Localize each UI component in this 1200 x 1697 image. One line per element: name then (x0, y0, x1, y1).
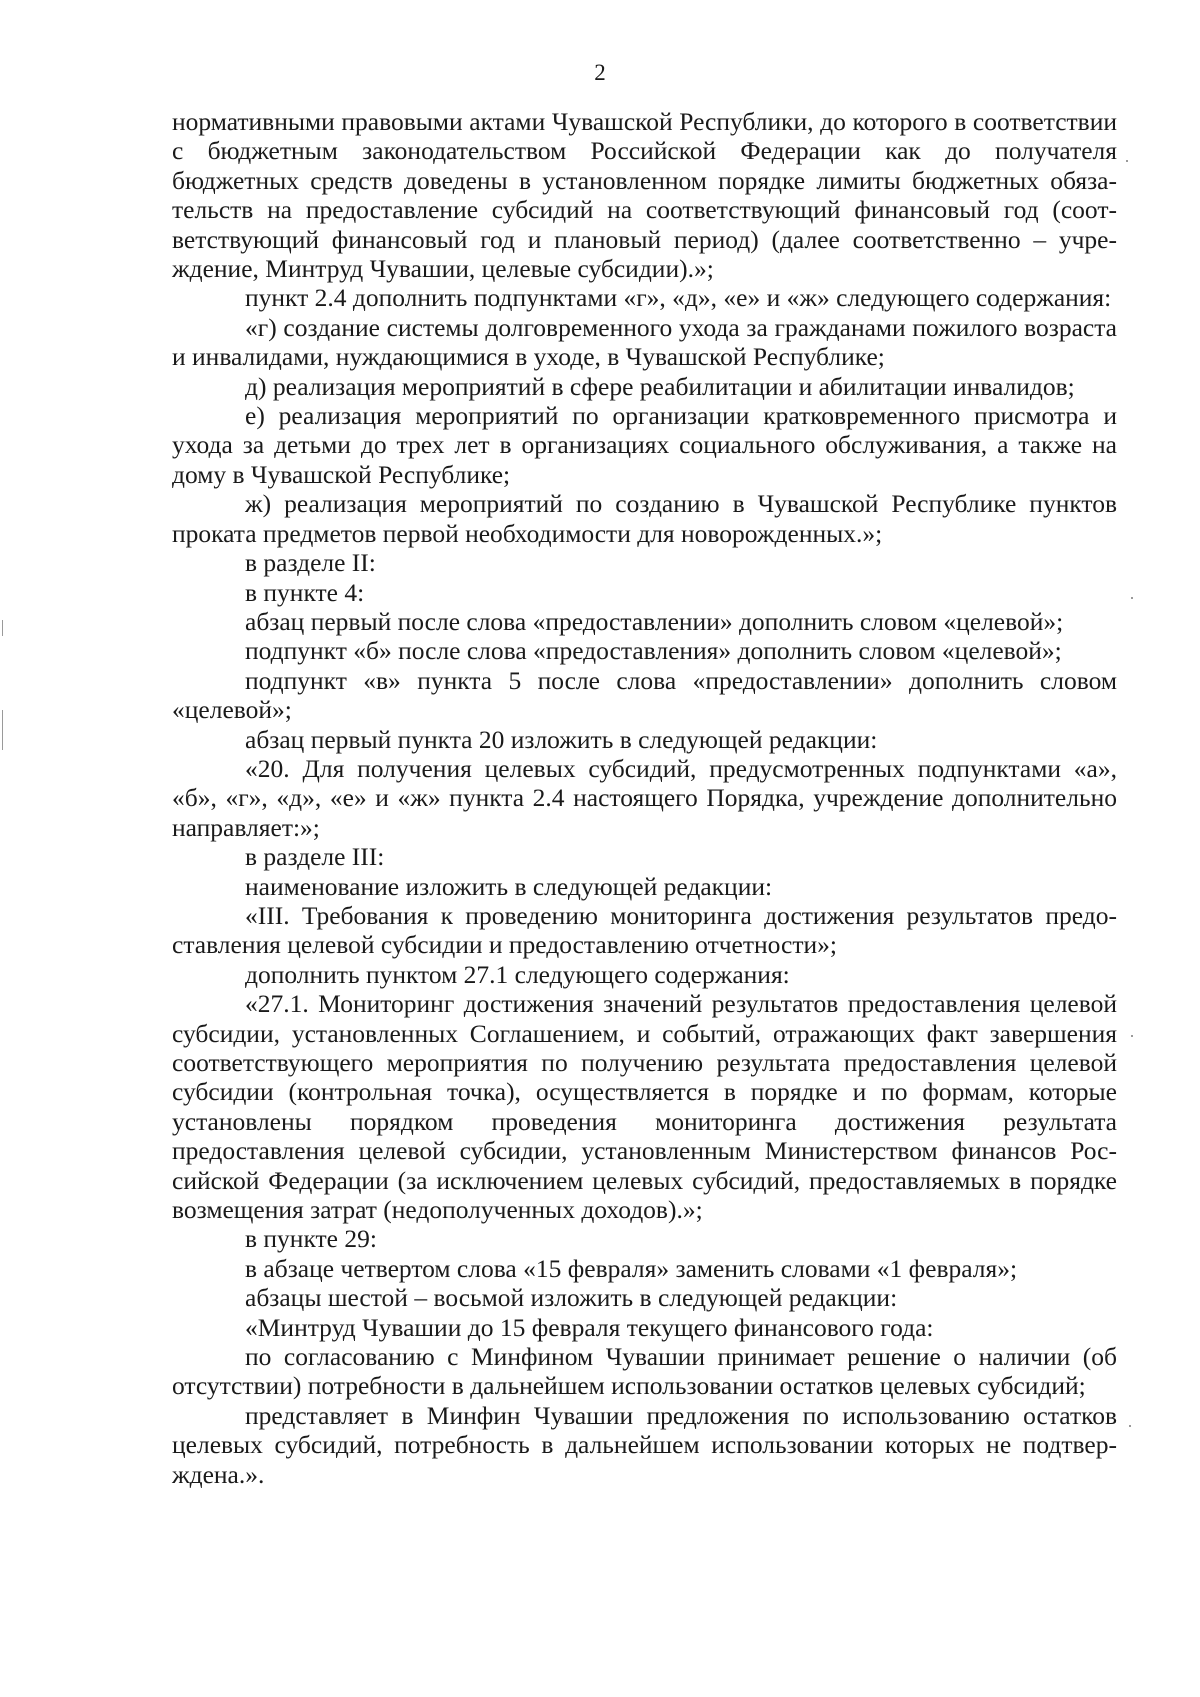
page-number: 2 (594, 60, 606, 85)
paragraph-mintrud-deadline: «Минтруд Чувашии до 15 февраля текущего финансового года: (245, 1312, 934, 1342)
paragraph-abzacy-intro: абзацы шестой – восьмой изложить в следующей редакции: (245, 1283, 898, 1313)
paragraph-item-29: в пункте 29: (245, 1224, 377, 1254)
paragraph-subitem-zh: ж) реализация мероприятий по созданию в Чувашской Республике пунктов проката предметов первой необходимости для новорожденных.»; (172, 489, 1117, 548)
paragraph-item-20-intro: абзац первый пункта 20 изложить в следующей редакции: (245, 724, 878, 754)
paragraph-item-4: в пункте 4: (245, 577, 365, 607)
paragraph-proposals: представляет в Минфин Чувашии предложения по использованию остатков целевых субсидий, потребность в дальнейшем использовании которых не подтверждена.». (172, 1400, 1117, 1489)
scan-speck (1131, 597, 1133, 599)
paragraph-subitem-d: д) реализация мероприятий в сфере реабилитации и абилитации инвалидов; (245, 371, 1075, 401)
paragraph-subitem-b: подпункт «б» после слова «предоставления» дополнить словом «целевой»; (245, 636, 1062, 666)
paragraph-item-27-1-text: «27.1. Мониторинг достижения значений результатов предоставления целевой субсидии, установленных Соглашением, и событий, отражающих факт завершения соответствующего мероприятия по получению результата предоставления целевой субсидии (контрольная точка), осуществляется в порядке и по формам, которые установлены порядком проведения мониторинга достижения результата предоставления целевой субсидии, установленным Министерством финансов Российской Федерации (за исключением целевых субсидий, предоставляемых в порядке возмещения затрат (недополученных доходов).»; (172, 989, 1117, 1225)
scan-edge-mark (2, 620, 3, 636)
document-body (172, 107, 1117, 1489)
scan-edge-mark (2, 710, 3, 750)
paragraph-subitem-g: «г) создание системы долговременного ухода за гражданами пожилого возраста и инвалидами, нуждающимися в уходе, в Чувашской Республике; (172, 312, 1117, 372)
paragraph-continuation: нормативными правовыми актами Чувашской Республики, до которого в соответствии с бюджетным законодательством Российской Федерации как до получателя бюджетных средств доведены в установленном порядке лимиты бюджетных обязательств на предоставление субсидий на соответствующий финансовый год (соответствующий финансовый год и плановый период) (далее соответственно – учреждение, Минтруд Чувашии, целевые субсидии).»; (172, 107, 1117, 284)
paragraph-abzac-first: абзац первый после слова «предоставлении» дополнить словом «целевой»; (245, 606, 1064, 636)
paragraph-subitem-v: подпункт «в» пункта 5 после слова «предоставлении» дополнить словом «целевой»; (172, 665, 1117, 725)
scan-speck (1129, 1425, 1131, 1427)
paragraph-section-3: в разделе III: (245, 842, 385, 872)
paragraph-item-2-4: пункт 2.4 дополнить подпунктами «г», «д», «е» и «ж» следующего содержания: (245, 283, 1112, 313)
paragraph-title-intro: наименование изложить в следующей редакции: (245, 871, 773, 901)
paragraph-decision: по согласованию с Минфином Чувашии принимает решение о наличии (об отсутствии) потребности в дальнейшем использовании остатков целевых субсидий; (172, 1342, 1117, 1401)
paragraph-abzac-fourth: в абзаце четвертом слова «15 февраля» заменить словами «1 февраля»; (245, 1253, 1018, 1283)
scan-speck (1131, 1035, 1133, 1037)
paragraph-section-2: в разделе II: (245, 548, 376, 578)
paragraph-section-3-title: «III. Требования к проведению мониторинга достижения результатов предоставления целевой субсидии и предоставлению отчетности»; (172, 900, 1117, 960)
scan-speck (1126, 160, 1128, 162)
paragraph-subitem-e: е) реализация мероприятий по организации кратковременного присмотра и ухода за детьми до трех лет в организациях социального обслуживания, а также на дому в Чувашской Республике; (172, 401, 1117, 489)
paragraph-item-27-1-intro: дополнить пунктом 27.1 следующего содержания: (245, 959, 790, 989)
paragraph-item-20-text: «20. Для получения целевых субсидий, предусмотренных подпунктами «а», «б», «г», «д», «е» и «ж» пункта 2.4 настоящего Порядка, учреждение дополнительно направляет:»; (172, 753, 1117, 842)
